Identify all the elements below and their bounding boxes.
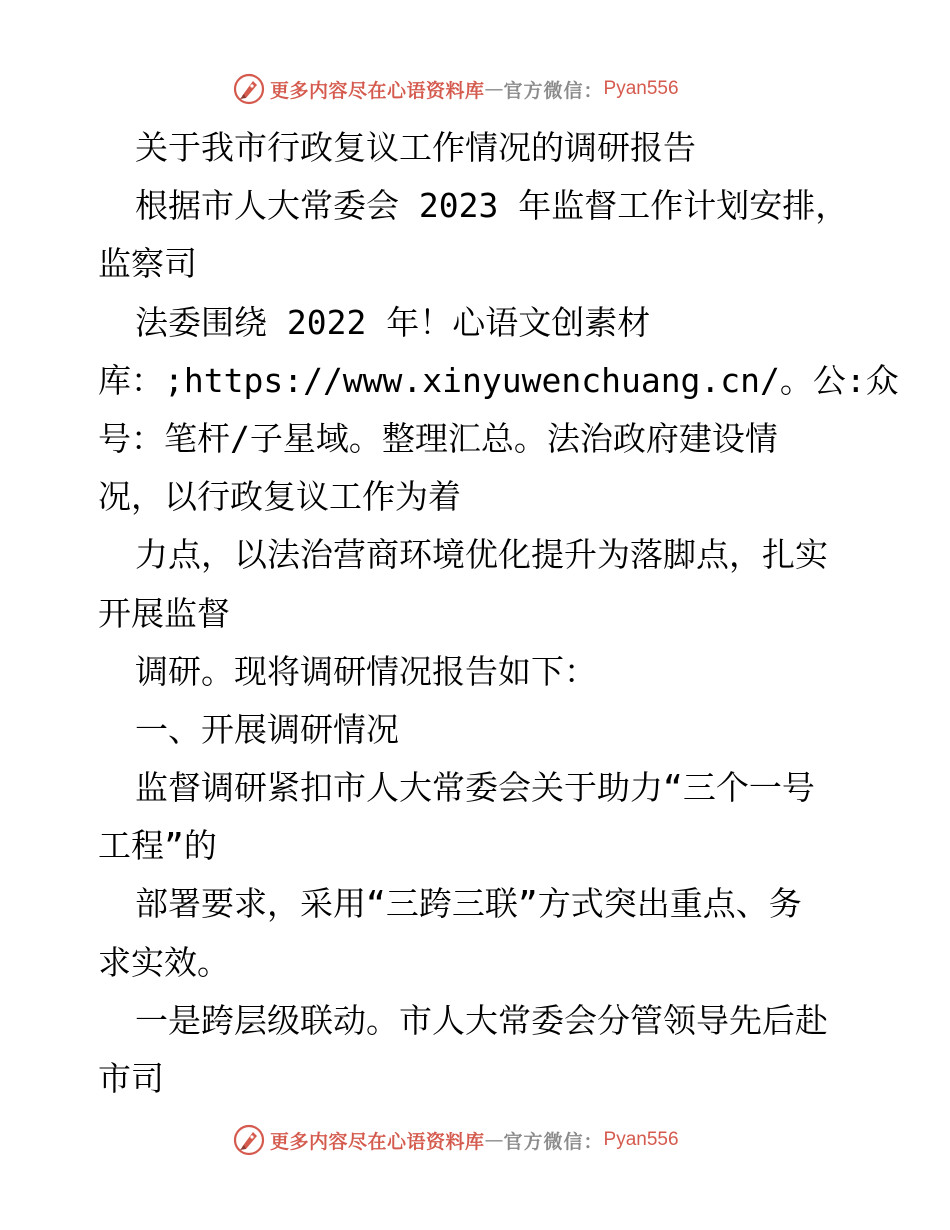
body-line: 况，以行政复议工作为着	[98, 477, 461, 517]
body-line: 法委围绕 2022 年！心语文创素材	[135, 302, 651, 342]
banner-wechat-label: 官方微信：	[503, 79, 604, 102]
banner-dash: —	[484, 78, 504, 100]
body-line: 号：笔杆/子星域。整理汇总。法治政府建设情	[98, 418, 778, 458]
body-line: 一是跨层级联动。市人大常委会分管领导先后赴	[135, 1000, 828, 1040]
body-line: 市司	[98, 1059, 164, 1098]
body-line: 根据市人大常委会 2023 年监督工作计划安排，	[135, 186, 849, 226]
body-line: 监督调研紧扣市人大常委会关于助力“三个一号	[135, 768, 815, 808]
body-line: 力点，以法治营商环境优化提升为落脚点，扎实	[135, 535, 828, 575]
document-body	[98, 119, 899, 1108]
banner-main-text: 更多内容尽在心语资料库	[270, 79, 485, 102]
header-banner	[232, 72, 679, 106]
body-line: 库：;https://www.xinyuwenchuang.cn/。公:众	[98, 360, 899, 400]
body-line: 部署要求，采用“三跨三联”方式突出重点、务	[135, 884, 802, 924]
banner-main-text: 更多内容尽在心语资料库	[270, 1130, 485, 1153]
body-line: 调研。现将调研情况报告如下：	[135, 651, 597, 691]
banner-wechat-id: Pyan556	[603, 78, 679, 99]
body-line: 求实效。	[98, 942, 230, 982]
pen-nib-logo-icon	[232, 1123, 266, 1157]
body-line: 监察司	[98, 244, 197, 284]
banner-wechat-label: 官方微信：	[503, 1130, 604, 1153]
body-line: 工程”的	[98, 826, 217, 866]
banner-wechat-id: Pyan556	[603, 1129, 679, 1150]
body-line: 开展监督	[98, 593, 230, 633]
footer-banner	[232, 1123, 679, 1157]
section-heading: 一、开展调研情况	[135, 709, 399, 749]
banner-dash: —	[484, 1129, 504, 1151]
document-title: 关于我市行政复议工作情况的调研报告	[135, 128, 696, 167]
pen-nib-logo-icon	[232, 72, 266, 106]
